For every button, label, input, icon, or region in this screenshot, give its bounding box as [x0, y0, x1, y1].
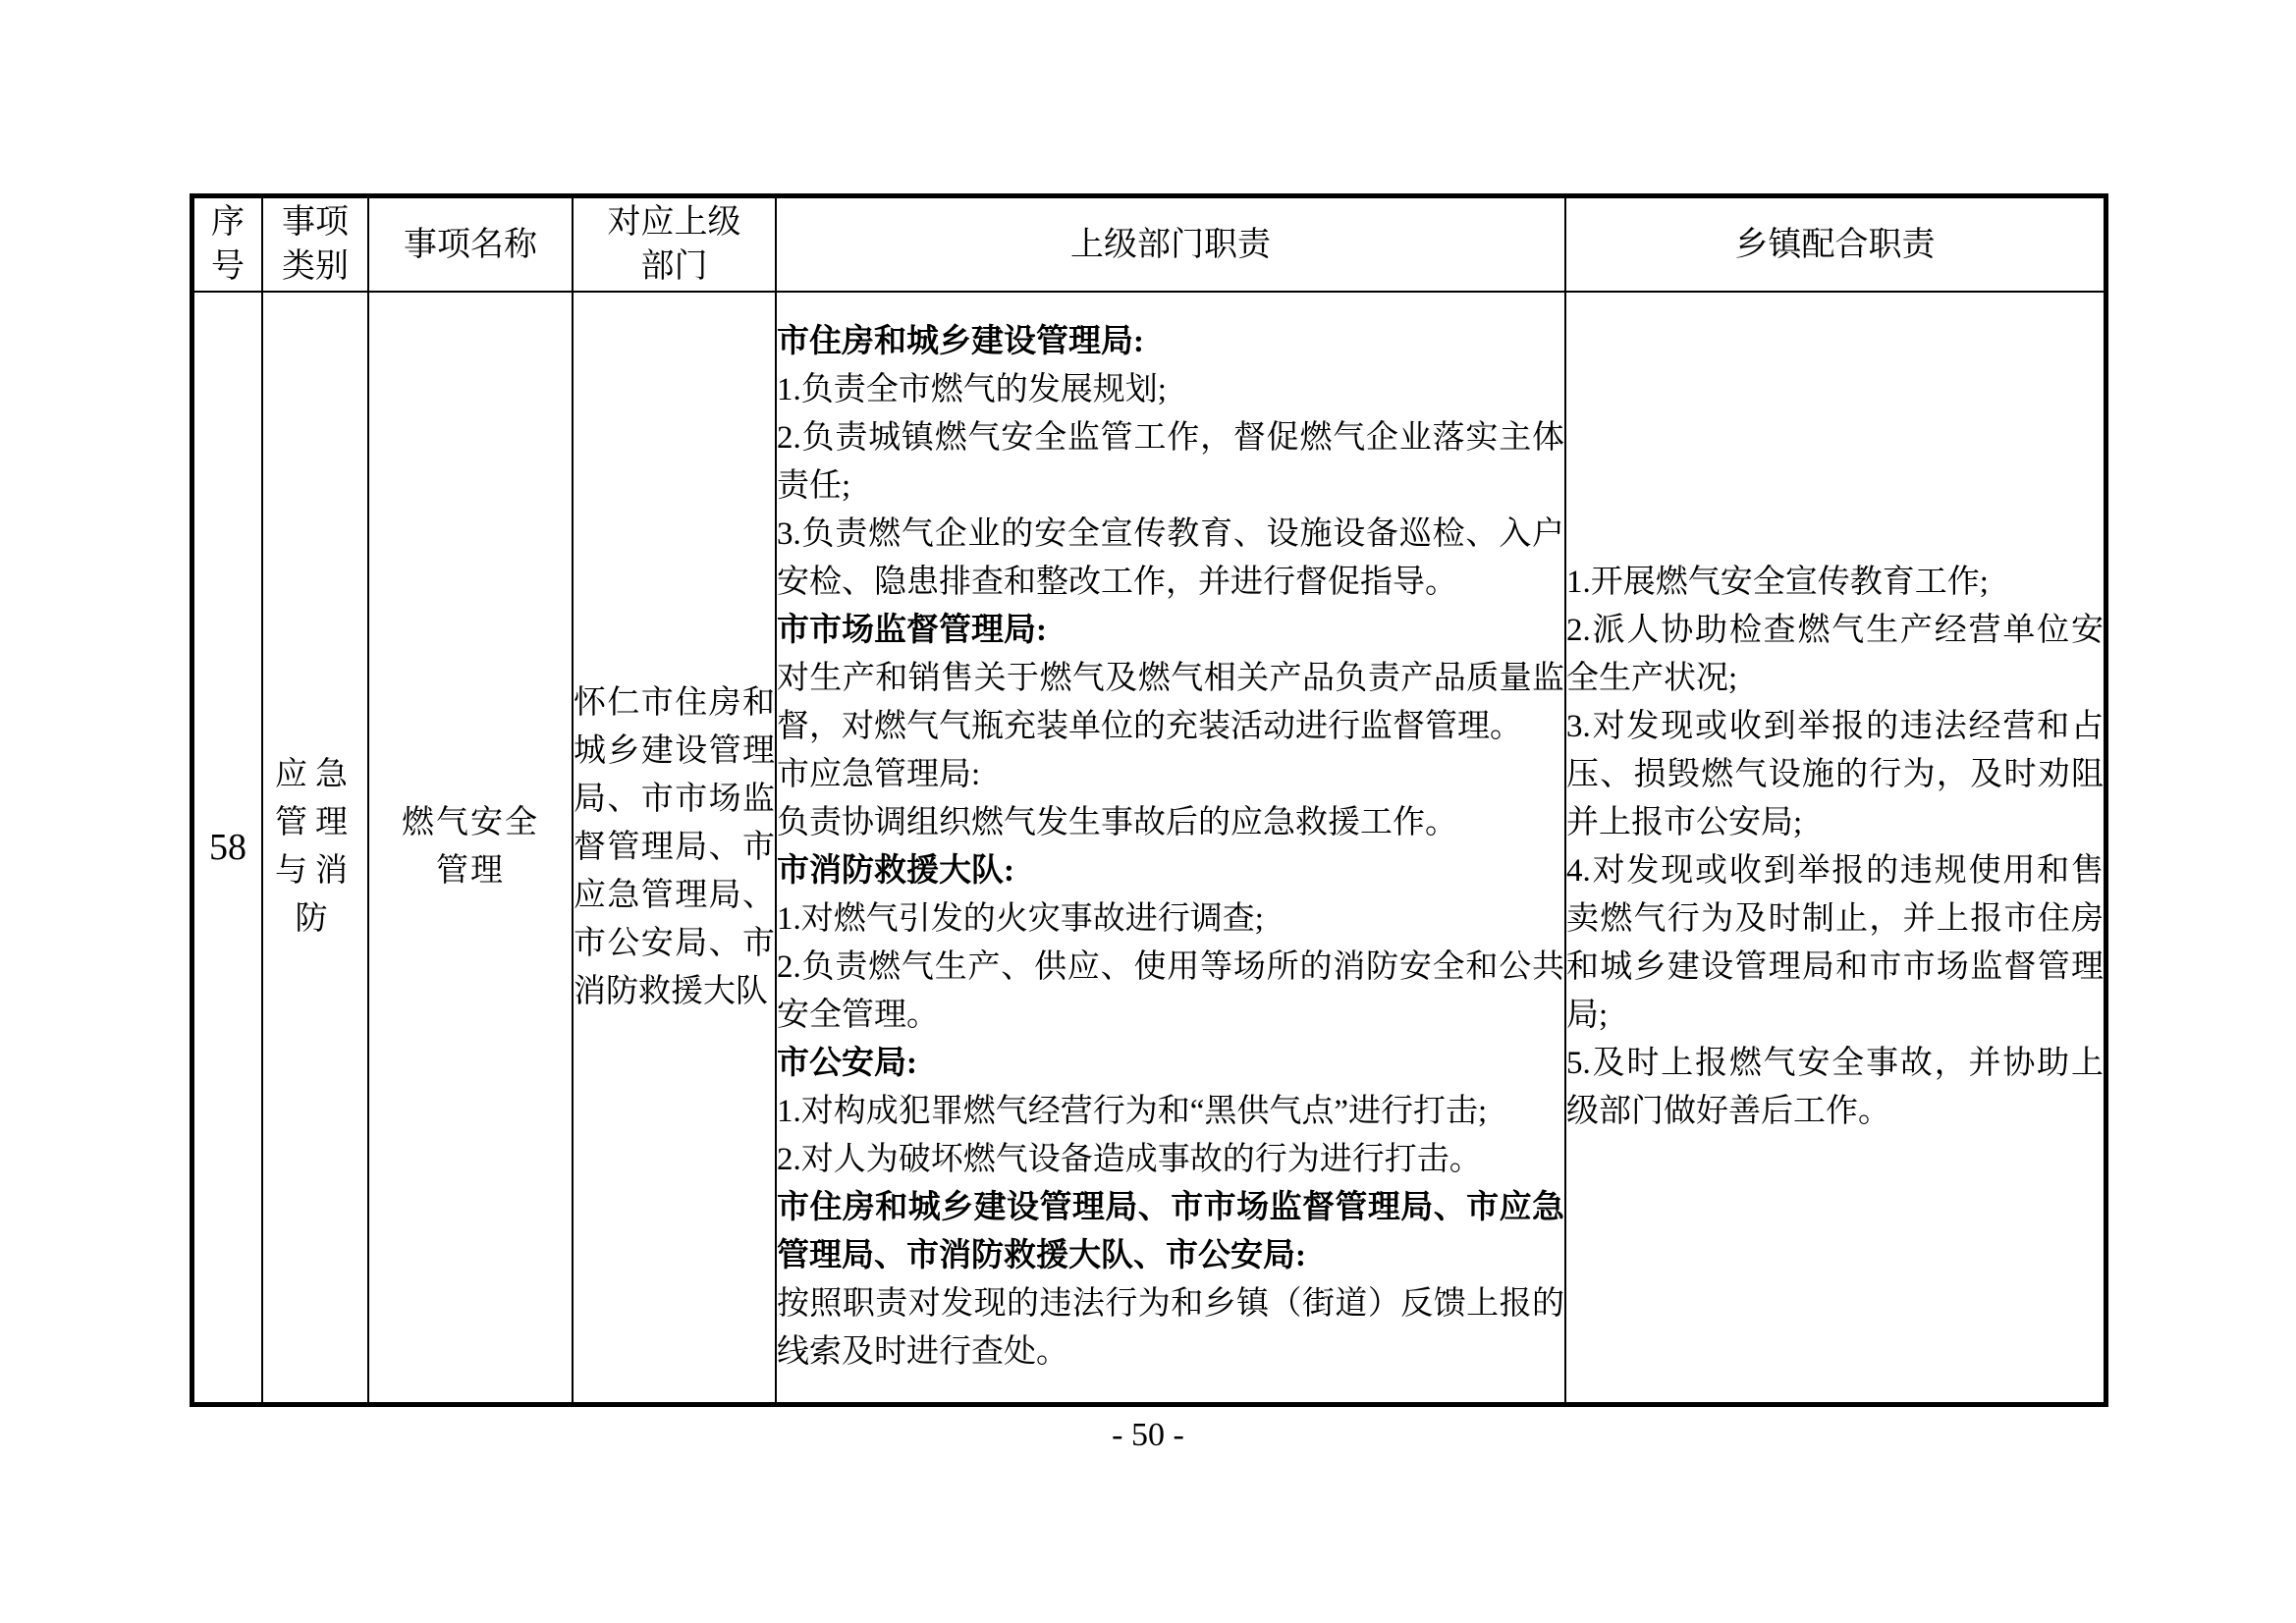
item-name-line: 管理	[436, 853, 505, 889]
header-line: 对应上级	[607, 203, 741, 241]
cell-serial-number: 58	[193, 292, 262, 1403]
table-row	[193, 292, 2105, 1403]
category-line: 应急	[275, 757, 355, 792]
superior-duty-paragraph: 对生产和销售关于燃气及燃气相关产品负责产品质量监督，对燃气气瓶充装单位的充装活动进行监督管理。	[777, 661, 1564, 744]
header-line: 上级部门职责	[1070, 225, 1271, 263]
column-header-superior-department	[573, 197, 776, 292]
superior-duty-paragraph: 2.负责城镇燃气安全监管工作，督促燃气企业落实主体责任;	[777, 420, 1564, 504]
category-line: 防	[295, 901, 336, 937]
header-line: 类别	[282, 247, 349, 285]
cell-item-name	[368, 292, 573, 1403]
table-header-row	[193, 197, 2105, 292]
header-line: 事项名称	[404, 225, 537, 263]
page-number: - 50 -	[1112, 1417, 1184, 1453]
superior-duty-paragraph: 市住房和城乡建设管理局、市市场监督管理局、市应急管理局、市消防救援大队、市公安局:	[777, 1190, 1564, 1273]
item-name-line: 燃气安全	[402, 805, 539, 840]
cell-superior-department: 怀仁市住房和城乡建设管理局、市市场监督管理局、市应急管理局、市公安局、市消防救援大队	[573, 292, 776, 1403]
superior-duty-paragraph: 按照职责对发现的违法行为和乡镇（街道）反馈上报的线索及时进行查处。	[777, 1286, 1564, 1370]
township-duty-paragraph: 4.对发现或收到举报的违规使用和售卖燃气行为及时制止，并上报市住房和城乡建设管理局和市市场监督管理局;	[1566, 853, 2104, 1033]
header-line: 乡镇配合职责	[1734, 225, 1936, 263]
category-line: 与消	[275, 853, 355, 889]
superior-duty-paragraph: 市应急管理局:	[777, 757, 981, 792]
column-header-item-category	[262, 197, 368, 292]
township-duty-paragraph: 2.派人协助检查燃气生产经营单位安全生产状况;	[1566, 613, 2104, 696]
header-line: 号	[211, 247, 245, 285]
cell-township-duties	[1565, 292, 2105, 1403]
superior-duty-paragraph: 市公安局:	[777, 1046, 917, 1081]
superior-duty-paragraph: 市住房和城乡建设管理局:	[777, 324, 1144, 359]
header-line: 序	[211, 203, 245, 241]
column-header-item-name	[368, 197, 573, 292]
superior-duty-paragraph: 2.负责燃气生产、供应、使用等场所的消防安全和公共安全管理。	[777, 949, 1564, 1033]
cell-item-category	[262, 292, 368, 1403]
superior-duty-paragraph: 2.对人为破坏燃气设备造成事故的行为进行打击。	[777, 1142, 1482, 1177]
superior-duty-paragraph: 1.对构成犯罪燃气经营行为和“黑供气点”进行打击;	[777, 1094, 1488, 1129]
superior-duty-paragraph: 3.负责燃气企业的安全宣传教育、设施设备巡检、入户安检、隐患排查和整改工作，并进行督促指导。	[777, 516, 1564, 600]
header-line: 事项	[282, 203, 349, 241]
superior-duty-paragraph: 负责协调组织燃气发生事故后的应急救援工作。	[777, 805, 1457, 840]
category-line: 管理	[275, 805, 355, 840]
superior-duty-paragraph: 市市场监督管理局:	[777, 613, 1047, 648]
superior-duty-paragraph: 1.对燃气引发的火灾事故进行调查;	[777, 901, 1264, 937]
township-duty-paragraph: 5.及时上报燃气安全事故，并协助上级部门做好善后工作。	[1566, 1046, 2104, 1129]
header-line: 部门	[640, 247, 708, 285]
column-header-serial-number	[193, 197, 262, 292]
column-header-township-duties	[1565, 197, 2105, 292]
township-duty-paragraph: 3.对发现或收到举报的违法经营和占压、损毁燃气设施的行为，及时劝阻并上报市公安局;	[1566, 709, 2104, 840]
column-header-superior-duties	[776, 197, 1565, 292]
cell-superior-duties	[776, 292, 1565, 1403]
township-duty-paragraph: 1.开展燃气安全宣传教育工作;	[1566, 565, 1989, 600]
superior-duty-paragraph: 1.负责全市燃气的发展规划;	[777, 372, 1167, 407]
superior-duty-paragraph: 市消防救援大队:	[777, 853, 1014, 889]
responsibility-matrix-table	[190, 193, 2108, 1407]
